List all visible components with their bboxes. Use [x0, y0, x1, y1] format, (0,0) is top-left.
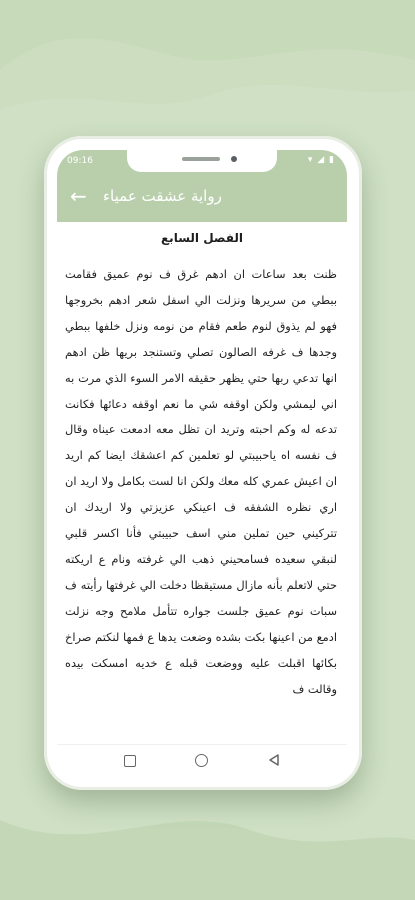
back-triangle-icon[interactable] — [267, 753, 281, 767]
camera-notch — [127, 150, 277, 172]
status-time: 09:16 — [67, 156, 93, 166]
chapter-title: الفصل السابع — [160, 231, 243, 245]
app-title: رواية عشقت عمياء — [103, 187, 222, 205]
chapter-content[interactable] — [57, 222, 347, 744]
camera-icon — [231, 156, 237, 162]
phone-screen — [57, 150, 347, 778]
app-bar — [57, 172, 347, 222]
chapter-body-text: ظنت بعد ساعات ان ادهم غرق ف نوم عميق فقامت ببطي من سريرها ونزلت الي اسفل شعر ادهم بخروجها فهو لم يذوق لنوم طعم فقام من نومه ونزل خلفها ببطي وجدها ف غرفه الصالون تصلي وتستنجد بريها ظن ادهم انها تدعي ربها حتي يظهر حقيقه الامر السوء الذي مرت به اني ليمشي ولكن اوقفه شي ما نعم اوقفه دعائها فكانت تدعه له وكم احبته وتريد ان تظل معه ادمعت عيناه وقال ف نفسه اه ياحبيبتي لو تعلمين كم اعشقك ايضا كم اريد ان اعيش عمري كله معك ولكن انا لست بكامل ولا اريد ان اري نظره الشفقه ف اعينكي عزيزتي ولا اريدك ان تتركيني حين تملين مني اسف حبيبتي فأنا اكسر قلبي لنبقي سعيده فسامحيني ذهب الي غرفته ونام ع اريكته حتي لاتعلم بأنه مازال مستيقظا دخلت الي غرفتها رأيته ف سبات نوم عميق جلست جواره تتأمل ملامح وجه نزلت ادمع من اعينها بكت بشده وضعت يدها ع فمها لنكتم صراخ بكائها اقبلت عليه ووضعت قبله ع خديه امسكت بيده وقالت ف — [65, 267, 337, 696]
system-nav-bar — [57, 744, 347, 778]
speaker-icon — [182, 157, 220, 161]
arrow-left-icon[interactable]: ← — [70, 184, 87, 208]
home-icon[interactable] — [195, 754, 208, 767]
recent-apps-icon[interactable] — [124, 755, 136, 767]
signal-battery-icon: ▾ ◢ ▮ — [307, 155, 335, 165]
